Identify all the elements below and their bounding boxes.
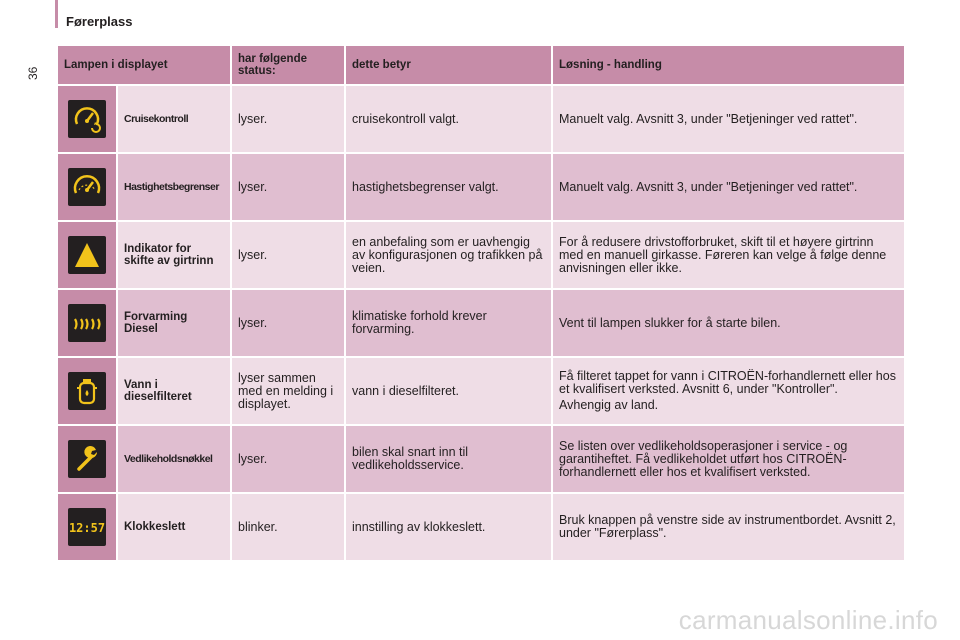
- solution-text: Vent til lampen slukker for å starte bilen.: [559, 315, 781, 330]
- header-solution: Løsning - handling: [553, 46, 904, 84]
- section-marker-bar: [55, 0, 58, 28]
- lamp-solution: [553, 494, 904, 560]
- lamp-status: lyser.: [232, 426, 344, 492]
- lamp-meaning: vann i dieselfilteret.: [346, 358, 551, 424]
- cruise-control-icon: [68, 100, 106, 138]
- page-number: 36: [26, 66, 40, 80]
- lamp-name: Vedlikeholdsnøkkel: [118, 426, 230, 492]
- header-lamp: Lampen i displayet: [58, 46, 230, 84]
- lamp-status: lyser.: [232, 290, 344, 356]
- lamp-solution: [553, 290, 904, 356]
- service-wrench-icon: [68, 440, 106, 478]
- lamp-name: Forvarming Diesel: [118, 290, 230, 356]
- water-in-diesel-filter-icon: [68, 372, 106, 410]
- diesel-preheat-icon: [68, 304, 106, 342]
- solution-text: Få filteret tappet for vann i CITROËN-forhandlernett eller hos et kvalifisert verksted. Avsnitt 6, under "Kontroller".: [559, 369, 896, 396]
- section-title: Førerplass: [66, 14, 133, 29]
- lamp-solution: [553, 222, 904, 288]
- lamp-meaning: hastighetsbegrenser valgt.: [346, 154, 551, 220]
- lamp-meaning: klimatiske forhold krever forvarming.: [346, 290, 551, 356]
- solution-text: For å redusere drivstofforbruket, skift til et høyere girtrinn med en manuell girkasse. Føreren kan velge å følge denne anvisningen eller ikke.: [559, 234, 887, 275]
- warning-lamps-table: [56, 44, 906, 562]
- speed-limiter-icon: [68, 168, 106, 206]
- solution-text: Manuelt valg. Avsnitt 3, under "Betjeninger ved rattet".: [559, 111, 858, 126]
- lamp-name: Indikator for skifte av girtrinn: [118, 222, 230, 288]
- lamp-status: blinker.: [232, 494, 344, 560]
- lamp-name: Vann i dieselfilteret: [118, 358, 230, 424]
- table-header-row: [58, 46, 904, 84]
- lamp-status: lyser.: [232, 222, 344, 288]
- table-row: [58, 494, 904, 560]
- table-row: [58, 426, 904, 492]
- solution-note: Avhengig av land.: [559, 398, 659, 412]
- solution-text: Manuelt valg. Avsnitt 3, under "Betjeninger ved rattet".: [559, 179, 858, 194]
- lamp-name: Klokkeslett: [118, 494, 230, 560]
- table-row: [58, 86, 904, 152]
- header-status: har følgende status:: [232, 46, 344, 84]
- watermark: carmanualsonline.info: [678, 605, 938, 635]
- table-row: [58, 154, 904, 220]
- gear-shift-indicator-icon: [68, 236, 106, 274]
- solution-text: Bruk knappen på venstre side av instrumentbordet. Avsnitt 2, under "Førerplass".: [559, 513, 896, 540]
- table-row: [58, 222, 904, 288]
- clock-digits: 12:57: [68, 521, 106, 535]
- lamp-meaning: en anbefaling som er uavhengig av konfigurasjonen og trafikken på veien.: [346, 222, 551, 288]
- lamp-name: Cruisekontroll: [118, 86, 230, 152]
- table-row: [58, 290, 904, 356]
- lamp-meaning: cruisekontroll valgt.: [346, 86, 551, 152]
- lamp-solution: [553, 86, 904, 152]
- lamp-status: lyser.: [232, 154, 344, 220]
- lamp-solution: [553, 358, 904, 424]
- lamp-solution: [553, 426, 904, 492]
- table-row: [58, 358, 904, 424]
- solution-text: Se listen over vedlikeholdsoperasjoner i service - og garantiheftet. Få vedlikeholdet utført hos CITROËN-forhandlernett eller hos et kvalifisert verksted.: [559, 438, 848, 479]
- lamp-status: lyser.: [232, 86, 344, 152]
- lamp-solution: [553, 154, 904, 220]
- lamp-status: lyser sammen med en melding i displayet.: [232, 358, 344, 424]
- lamp-meaning: bilen skal snart inn til vedlikeholdsservice.: [346, 426, 551, 492]
- lamp-meaning: innstilling av klokkeslett.: [346, 494, 551, 560]
- header-meaning: dette betyr: [346, 46, 551, 84]
- lamp-name: Hastighetsbegrenser: [118, 154, 230, 220]
- clock-display-icon: [68, 508, 106, 546]
